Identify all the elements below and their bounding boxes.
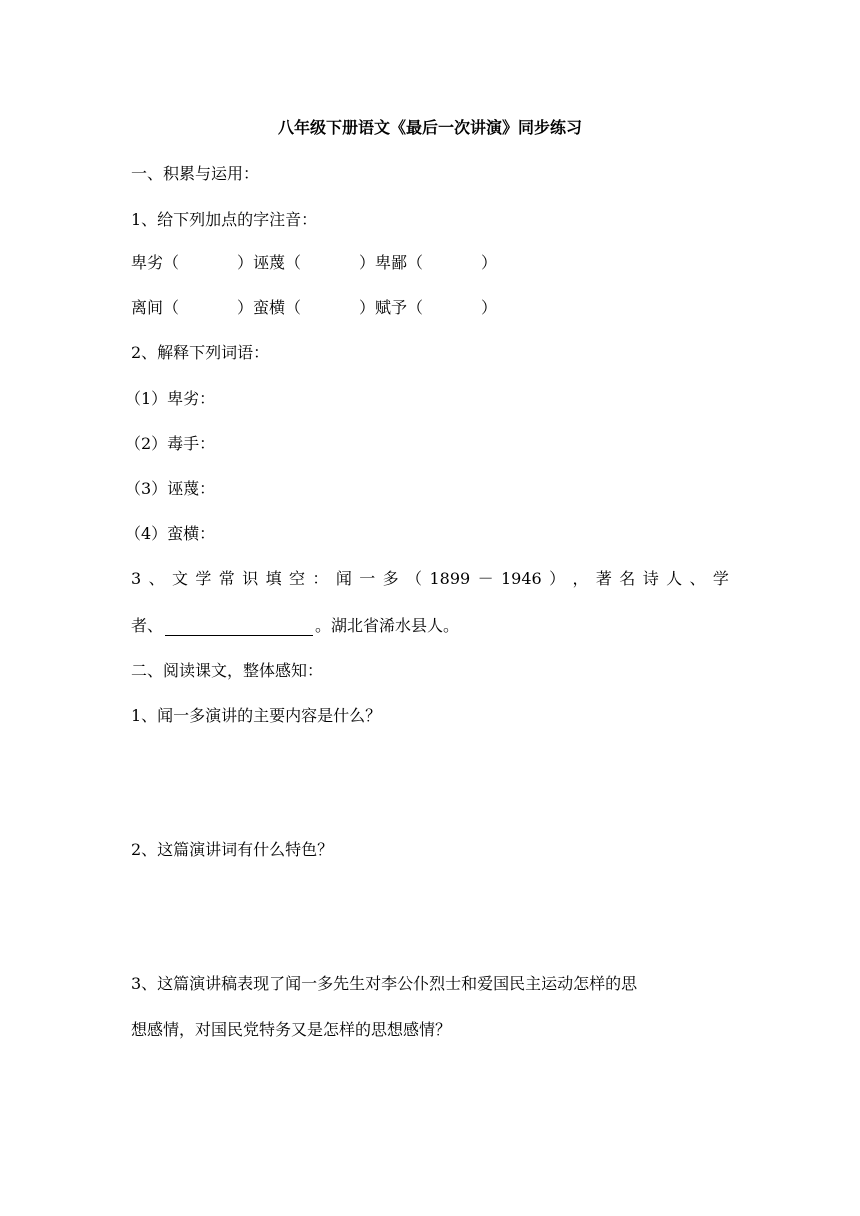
q3-line2-suffix: 。湖北省浠水县人。 (315, 616, 460, 635)
s2-q2: 2、这篇演讲词有什么特色？ (131, 840, 334, 859)
q3-line1-char: 识 (242, 569, 259, 588)
q3-line1-char: 一 (359, 569, 376, 588)
q3-line1-char: 诗 (642, 569, 659, 588)
q2-item-1: （1）卑劣： (125, 389, 216, 408)
q1-row2 (131, 298, 497, 318)
q1-prompt: 1、给下列加点的字注音： (131, 210, 318, 229)
q3-line1-char: － (477, 569, 494, 588)
page-title: 八年级下册语文《最后一次讲演》同步练习 (277, 118, 582, 137)
q2-item-2: （2）毒手： (125, 434, 216, 453)
q3-line1-char: 文 (171, 569, 188, 588)
q1-row1-seg-2: ）诬蔑（ (237, 253, 302, 272)
q1-row1-seg-4: ） (481, 253, 498, 272)
q3-line1-char: 著 (595, 569, 612, 588)
q1-row2-seg-4: ） (481, 298, 498, 317)
q3-line1-char: 填 (265, 569, 282, 588)
q3-line1-char: 1899 (429, 569, 471, 588)
q3-line1-char: 闻 (335, 569, 352, 588)
s2-q3-line1: 3、这篇演讲稿表现了闻一多先生对李公仆烈士和爱国民主运动怎样的思 (131, 974, 638, 993)
q3-line1-char: 、 (689, 569, 706, 588)
q3-line1-char: 名 (619, 569, 636, 588)
q3-line1-char: 、 (148, 569, 165, 588)
q3-line1-char: （ (406, 569, 423, 588)
q3-line1-char: 学 (195, 569, 212, 588)
q1-row1 (131, 253, 497, 273)
q3-line2-prefix: 者、 (131, 616, 164, 635)
q3-line1-char: 人 (666, 569, 683, 588)
q3-line1-char: 多 (382, 569, 399, 588)
q2-item-4: （4）蛮横： (125, 524, 216, 543)
section2-heading: 二、阅读课文，整体感知： (131, 661, 324, 680)
q3-line1 (131, 569, 729, 589)
q3-line1-char: ） (549, 569, 566, 588)
s2-q1: 1、闻一多演讲的主要内容是什么？ (131, 706, 382, 725)
fill-in-blank (165, 619, 313, 636)
q1-row2-seg-1: 离间（ (131, 298, 180, 317)
q1-row2-seg-3: ）赋予（ (359, 298, 424, 317)
q3-line2 (131, 616, 459, 636)
q3-line1-char: 常 (218, 569, 235, 588)
q3-line1-char: 3 (131, 569, 142, 588)
q1-row2-seg-2: ）蛮横（ (237, 298, 302, 317)
q3-line1-char: ， (572, 569, 589, 588)
q3-line1-char: 1946 (500, 569, 542, 588)
s2-q3-line2: 想感情，对国民党特务又是怎样的思想感情？ (131, 1020, 452, 1039)
q3-line1-char: ： (312, 569, 329, 588)
q3-line1-char: 空 (289, 569, 306, 588)
q3-line1-char: 学 (712, 569, 729, 588)
q2-prompt: 2、解释下列词语： (131, 343, 270, 362)
q1-row1-seg-1: 卑劣（ (131, 253, 180, 272)
q2-item-3: （3）诬蔑： (125, 479, 216, 498)
section1-heading: 一、积累与运用： (131, 164, 260, 183)
q1-row1-seg-3: ）卑鄙（ (359, 253, 424, 272)
